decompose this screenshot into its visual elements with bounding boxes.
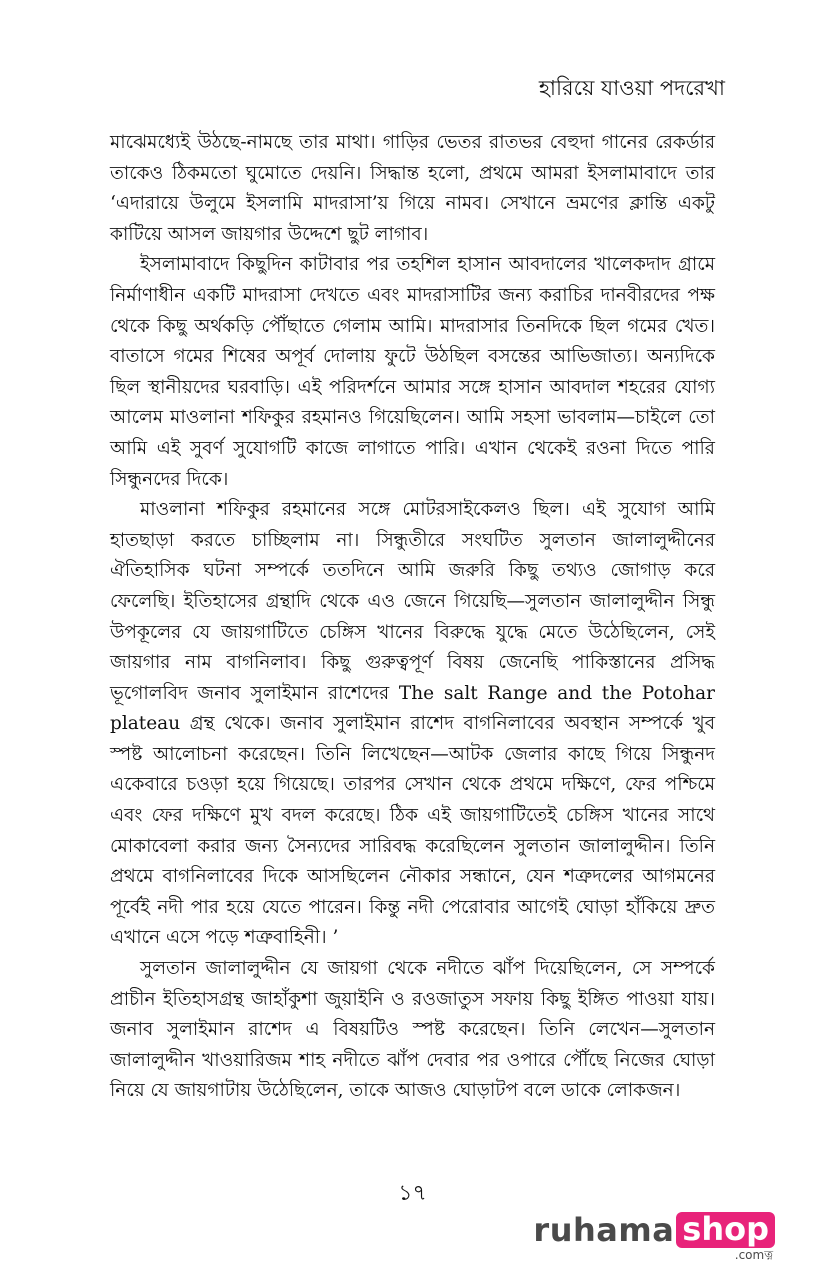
paragraph: মাওলানা শফিকুর রহমানের সঙ্গে মোটরসাইকেলও ছিল। এই সুযোগ আমি হাতছাড়া করতে চাচ্ছিলাম না। সিন্ধুতীরে সংঘটিত সুলতান জালালুদ্দীনের ঐতিহাসিক ঘটনা সম্পর্কে ততদিনে আমি জরুরি কিছু তথ্যও জোগাড় করে ফেলেছি। ইতিহাসের গ্রন্থাদি থেকে এও জেনে গিয়েছি—সুলতান জালালুদ্দীন সিন্ধু উপকূলের যে জায়গাটিতে চেঙ্গিস খানের বিরুদ্ধে যুদ্ধে মেতে উঠেছিলেন, সেই জায়গার নাম বাগনিলাব। কিছু গুরুত্বপূর্ণ বিষয় জেনেছি পাকিস্তানের প্রসিদ্ধ ভূগোলবিদ জনাব সুলাইমান রাশেদের The salt Range and the Potohar plateau গ্রন্থ থেকে। জনাব সুলাইমান রাশেদ বাগনিলাবের অবস্থান সম্পর্কে খুব স্পষ্ট আলোচনা করেছেন। তিনি লিখেছেন—আটক জেলার কাছে গিয়ে সিন্ধুনদ একেবারে চওড়া হয়ে গিয়েছে। তারপর সেখান থেকে প্রথমে দক্ষিণে, ফের পশ্চিমে এবং ফের দক্ষিণে মুখ বদল করেছে। ঠিক এই জায়গাটিতেই চেঙ্গিস খানের সাথে মোকাবেলা করার জন্য সৈন্যদের সারিবদ্ধ করেছিলেন সুলতান জালালুদ্দীন। তিনি প্রথমে বাগনিলাবের দিকে আসছিলেন নৌকার সন্ধানে, যেন শত্রুদলের আগমনের পূর্বেই নদী পার হয়ে যেতে পারেন। কিন্তু নদী পেরোবার আগেই ঘোড়া হাঁকিয়ে দ্রুত এখানে এসে পড়ে শত্রুবাহিনী। ’ <box>110 499 715 949</box>
watermark-suffix: .comত্ন <box>734 1248 773 1262</box>
ruhamashop-watermark-logo <box>533 1212 775 1260</box>
page-number: ১৭ <box>398 1181 427 1206</box>
paragraph: মাঝেমধ্যেই উঠছে-নামছে তার মাথা। গাড়ির ভেতর রাতভর বেহুদা গানের রেকর্ডার তাকেও ঠিকমতো ঘুমোতে দেয়নি। সিদ্ধান্ত হলো, প্রথমে আমরা ইসলামাবাদে তার ‘এদারায়ে উলুমে ইসলামি মাদরাসা’য় গিয়ে নামব। সেখানে ভ্রমণের ক্লান্তি একটু কাটিয়ে আসল জায়গার উদ্দেশে ছুট লাগাব। <box>110 132 715 245</box>
watermark-brand-right: shop <box>682 1210 769 1248</box>
running-header: হারিয়ে যাওয়া পদরেখা <box>538 76 725 100</box>
paragraph: সুলতান জালালুদ্দীন যে জায়গা থেকে নদীতে ঝাঁপ দিয়েছিলেন, সে সম্পর্কে প্রাচীন ইতিহাসগ্রন্থ জাহাঁকুশা জুয়াইনি ও রওজাতুস সফায় কিছু ইঙ্গিত পাওয়া যায়। জনাব সুলাইমান রাশেদ এ বিষয়টিও স্পষ্ট করেছেন। তিনি লেখেন—সুলতান জালালুদ্দীন খাওয়ারিজম শাহ নদীতে ঝাঁপ দেবার পর ওপারে পৌঁছে নিজের ঘোড়া নিয়ে যে জায়গাটায় উঠেছিলেন, তাকে আজও ঘোড়াটপ বলে ডাকে লোকজন। <box>110 958 715 1102</box>
watermark-brand-left: ruhama <box>533 1211 675 1249</box>
page-body <box>110 128 715 1107</box>
watermark-shop-badge <box>676 1210 775 1262</box>
paragraph: ইসলামাবাদে কিছুদিন কাটাবার পর তহশিল হাসান আবদালের খালেকদাদ গ্রামে নির্মাণাধীন একটি মাদরাসা দেখতে এবং মাদরাসাটির জন্য করাচির দানবীরদের পক্ষ থেকে কিছু অর্থকড়ি পৌঁছাতে গেলাম আমি। মাদরাসার তিনদিকে ছিল গমের খেত। বাতাসে গমের শিষের অপূর্ব দোলায় ফুটে উঠছিল বসন্তের আভিজাত্য। অন্যদিকে ছিল স্থানীয়দের ঘরবাড়ি। এই পরিদর্শনে আমার সঙ্গে হাসান আবদাল শহরের যোগ্য আলেম মাওলানা শফিকুর রহমানও গিয়েছিলেন। আমি সহসা ভাবলাম—চাইলে তো আমি এই সুবর্ণ সুযোগটি কাজে লাগাতে পারি। এখান থেকেই রওনা দিতে পারি সিন্ধুনদের দিকে। <box>110 254 715 490</box>
